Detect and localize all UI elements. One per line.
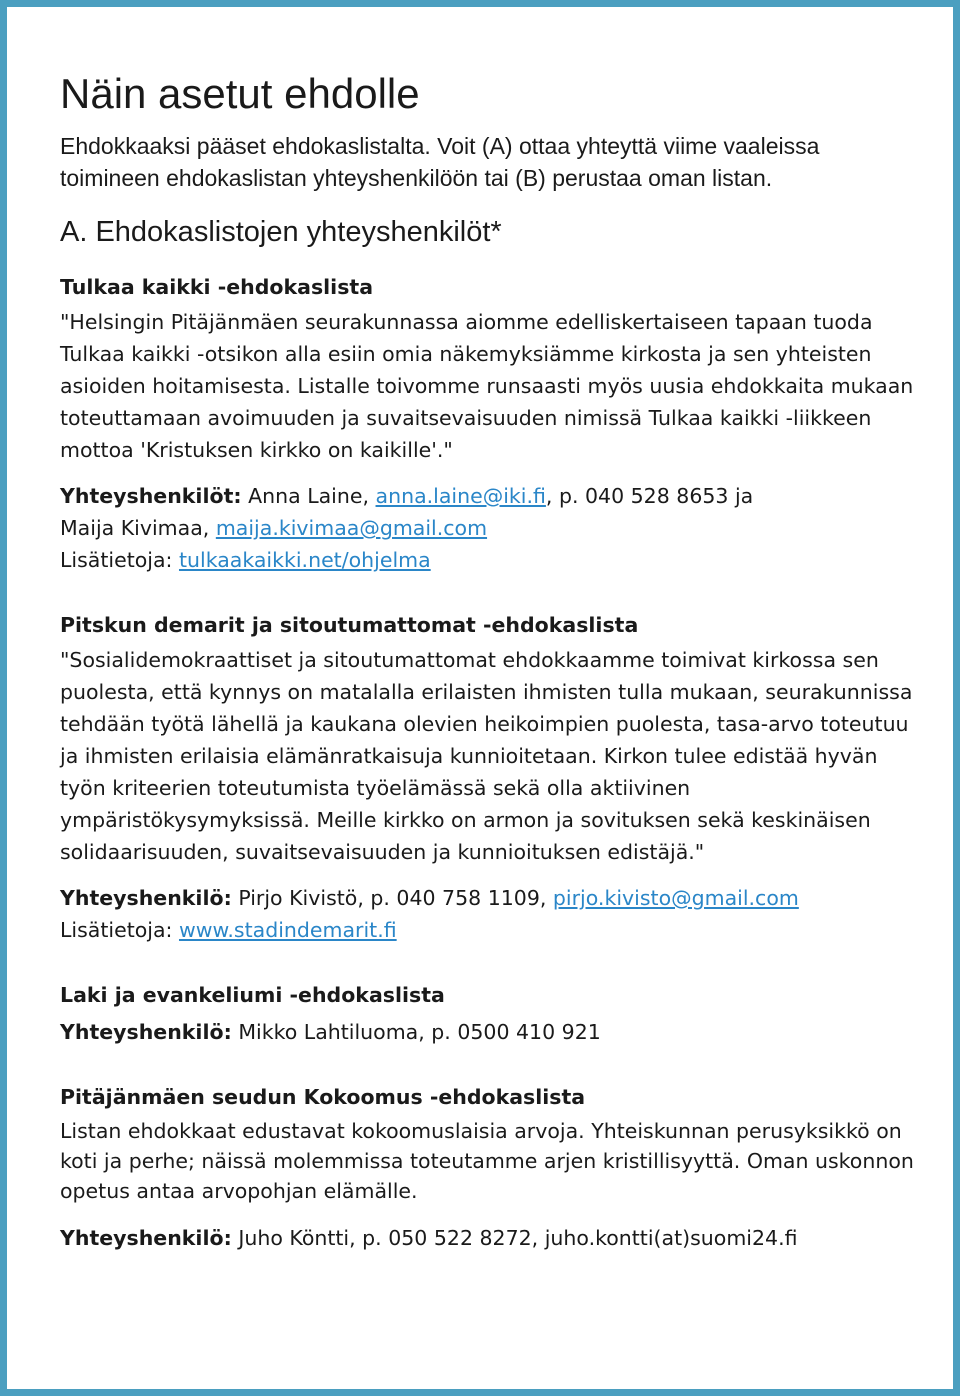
contact-name: Anna Laine, [248,484,369,508]
info-link[interactable]: tulkaakaikki.net/ohjelma [178,548,431,572]
info-link[interactable]: www.stadindemarit.fi [178,918,397,942]
list-pitskun-demarit [60,610,920,946]
document-content [60,64,920,1254]
contact-line [60,1016,920,1048]
info-label: Lisätietoja: [60,548,173,572]
page-title: Näin asetut ehdolle [60,70,420,117]
contact-label: Yhteyshenkilö: [60,1226,232,1250]
email-link[interactable]: pirjo.kivisto@gmail.com [552,886,799,910]
list-title: Pitäjänmäen seudun Kokoomus -ehdokaslista [60,1085,586,1109]
list-laki-ja-evankeliumi [60,980,920,1048]
contact-line [60,480,920,512]
contact-line [60,512,920,544]
list-kokoomus [60,1082,920,1254]
contact-details: Pirjo Kivistö, p. 040 758 1109, [238,886,547,910]
section-heading: A. Ehdokaslistojen yhteyshenkilöt* [60,216,502,248]
contact-label: Yhteyshenkilö: [60,1020,232,1044]
contact-details: Mikko Lahtiluoma, p. 0500 410 921 [238,1020,601,1044]
info-label: Lisätietoja: [60,918,173,942]
email-link[interactable]: maija.kivimaa@gmail.com [215,516,488,540]
list-tulkaa-kaikki [60,272,920,576]
list-title: Laki ja evankeliumi -ehdokaslista [60,983,445,1007]
list-description: "Sosialidemokraattiset ja sitoutumattomat ehdokkaamme toimivat kirkossa sen puolesta, että kynnys on matalalla erilaisten ihmisten tulla mukaan, seurakunnissa tehdään työtä lähellä ja kaukana olevien heikoimpien puolesta, tasa-arvo toteutuu ja ihmisten erilaisia elämänratkaisuja kunnioitetaan. Kirkon tulee edistää hyvän työn kriteerien toteutumista työelämässä sekä olla aktiivinen ympäristökysymyksissä. Meille kirkko on armon ja sovituksen sekä keskinäisen solidaarisuuden, suvaitsevaisuuden ja kunnioituksen edistäjä." [60,648,913,864]
contact-line [60,882,920,914]
intro-text: Ehdokkaaksi pääset ehdokaslistalta. Voit (A) ottaa yhteyttä viime vaaleissa toimineen ehdokaslistan yhteyshenkilöön tai (B) perustaa oman listan. [60,133,820,191]
info-line [60,544,920,576]
list-title: Pitskun demarit ja sitoutumattomat -ehdokaslista [60,613,639,637]
email-link[interactable]: anna.laine@iki.fi [375,484,546,508]
contact-phone: , p. 040 528 8653 ja [545,484,754,508]
list-title: Tulkaa kaikki -ehdokaslista [60,275,374,299]
list-description: "Helsingin Pitäjänmäen seurakunnassa aiomme edelliskertaiseen tapaan tuoda Tulkaa kaikki -otsikon alla esiin omia näkemyksiämme kirkosta ja sen yhteisten asioiden hoitamisesta. Listalle toivomme runsaasti myös uusia ehdokkaita mukaan toteuttamaan avoimuuden ja suvaitsevaisuuden nimissä Tulkaa kaikki -liikkeen mottoa 'Kristuksen kirkko on kaikille'." [60,310,914,462]
contact-name: Maija Kivimaa, [60,516,210,540]
contact-line [60,1222,920,1254]
contact-label: Yhteyshenkilö: [60,886,232,910]
list-description: Listan ehdokkaat edustavat kokoomuslaisia arvoja. Yhteiskunnan perusyksikkö on koti ja perhe; näissä molemmissa toteutamme arjen kristillisyyttä. Oman uskonnon opetus antaa arvopohjan elämälle. [60,1119,914,1203]
contact-label: Yhteyshenkilöt: [60,484,242,508]
info-line [60,914,920,946]
contact-details: Juho Köntti, p. 050 522 8272, juho.kontti(at)suomi24.fi [238,1226,798,1250]
